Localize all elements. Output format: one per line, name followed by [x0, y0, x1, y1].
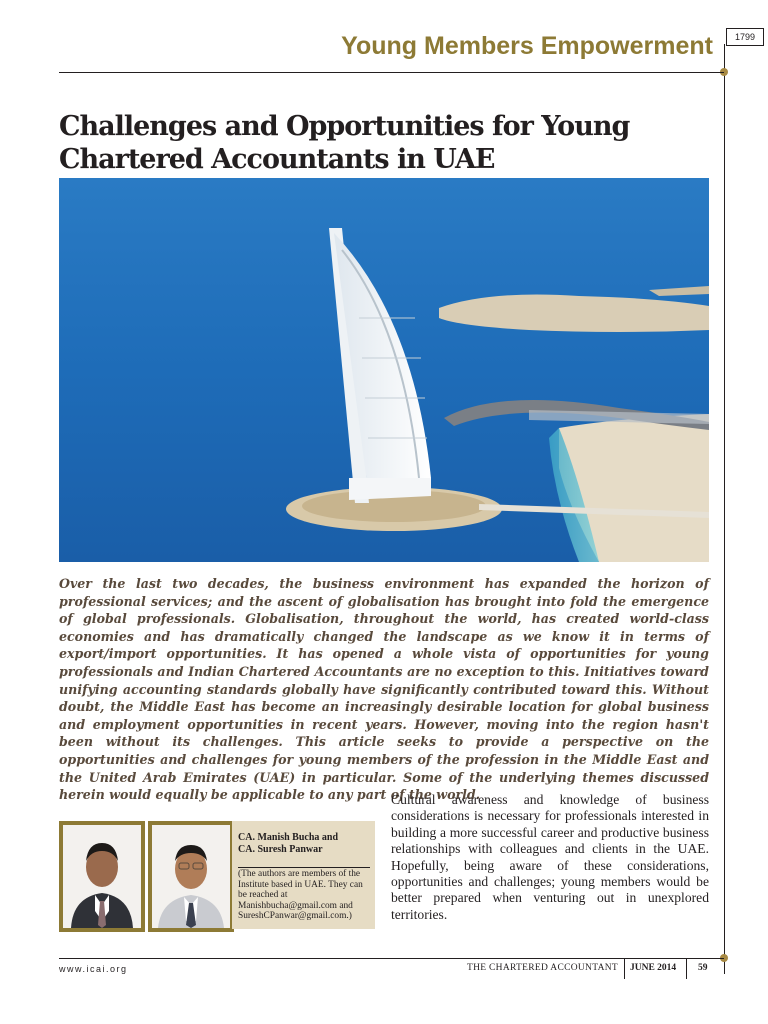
article-intro: Over the last two decades, the business environment has expanded the horizon of professional services; and the ascent of globalisation has brought into fold the emergence of global professionals. Globalisation, throughout the world, has created world-class economies and has dramatically changed the landscape as we know it in terms of export/import opportunities. It has opened a whole vista of opportunities for young professionals and Indian Chartered Accountants are no exception to this. Initiatives toward unifying accounting standards globally have significantly contributed toward this. Without doubt, the Middle East has become an increasingly desirable location for global business and employment opportunities in recent years. However, moving into the region hasn't been without its challenges. This article seeks to provide a perspective on the opportunities and challenges for young members of the profession in the Middle East and the United Arab Emirates (UAE) in particular. Some of the underlying themes discussed herein would equally be applicable to any part of the world.	[59, 576, 709, 803]
footer-separator	[624, 959, 625, 979]
footer-separator	[686, 959, 687, 979]
author-names	[238, 832, 370, 856]
author-info-box	[232, 821, 375, 929]
article-headline: Challenges and Opportunities for Young Chartered Accountants in UAE	[59, 111, 630, 175]
footer-url[interactable]: www.icai.org	[59, 964, 128, 974]
author-name-2: CA. Suresh Panwar	[238, 844, 323, 855]
author-note: (The authors are members of the Institute based in UAE. They can be reached at Manishbucha@gmail.com and SureshCPanwar@gmail.com.)	[238, 869, 363, 921]
page-code-box: 1799	[726, 28, 764, 46]
author-photo-2	[148, 821, 234, 932]
footer-page-number: 59	[698, 963, 708, 973]
author-name-1: CA. Manish Bucha and	[238, 832, 339, 843]
author-divider	[238, 867, 370, 868]
section-title: Young Members Empowerment	[341, 32, 713, 60]
hero-image	[59, 178, 709, 562]
margin-rule	[724, 44, 725, 974]
footer-journal-name: THE CHARTERED ACCOUNTANT	[466, 963, 618, 973]
header-rule	[59, 72, 724, 73]
author-photo-1	[59, 821, 145, 932]
footer-issue-month: JUNE 2014	[630, 963, 677, 973]
article-body: Cultural awareness and knowledge of business considerations is necessary for professionals interested in building a more successful career and productive business relationships with colleagues and clients in the UAE. Hopefully, being aware of these considerations, opportunities and challenges; young members would be better prepared when venturing out in unexplored territories.	[391, 792, 709, 922]
